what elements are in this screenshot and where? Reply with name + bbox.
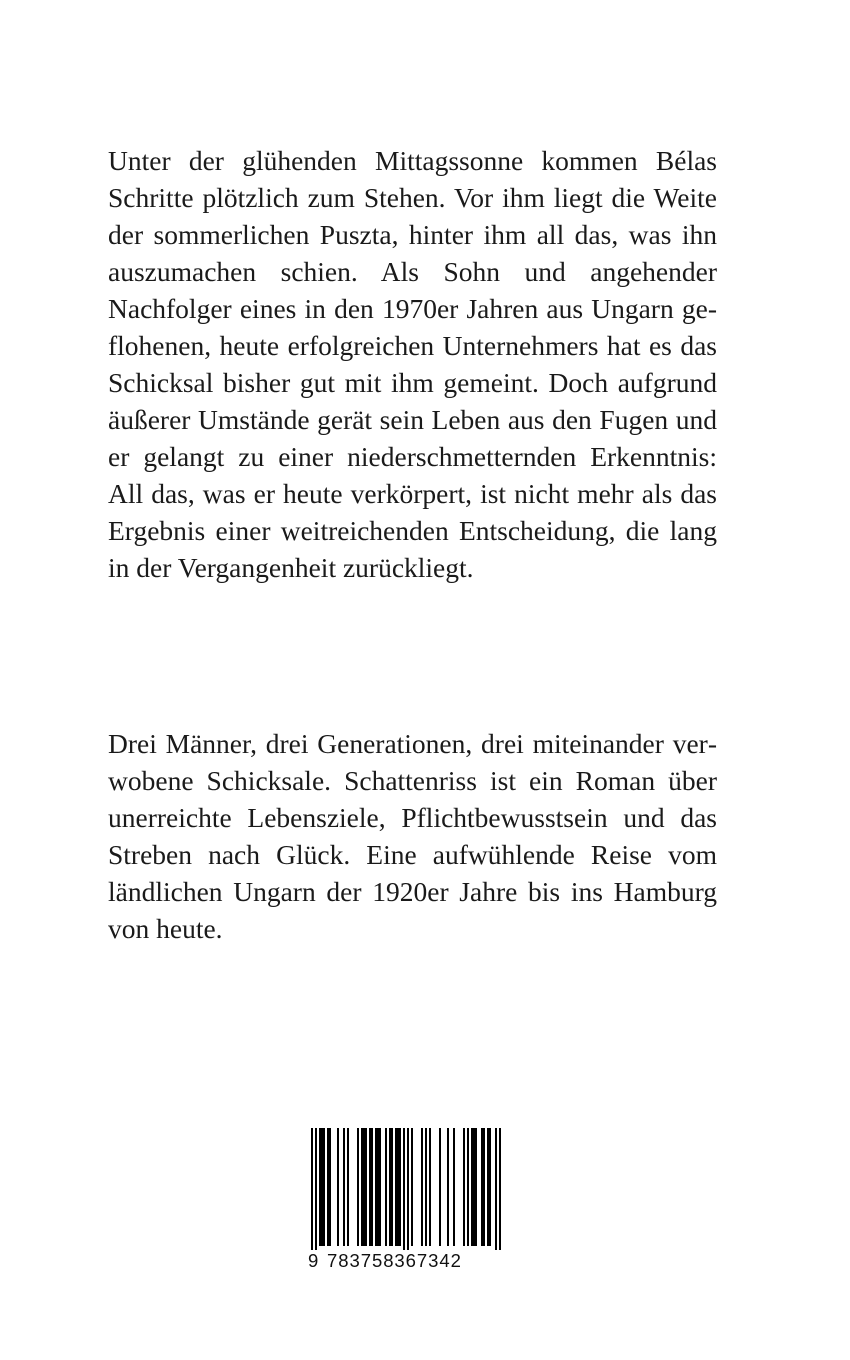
barcode-bar-20 bbox=[439, 1128, 441, 1246]
barcode-bar-22 bbox=[453, 1128, 455, 1246]
blurb-paragraph-1: Unter der glühenden Mittagssonne kommen Bélas Schritte plötzlich zum Stehen. Vor ihm liegt die Weite der sommerlichen Puszta, hinter ihm all das, was ihn auszumachen schien. Als Sohn und angehender Nachfolger eines in den 1970er Jahren aus Ungarn geflohenen, heute erfolgreichen Unternehmers hat es das Schicksal bisher gut mit ihm gemeint. Doch aufgrund äußerer Umstände gerät sein Leben aus den Fugen und er gelangt zu einer niederschmetternden Erkenntnis: All das, was er heute verkörpert, ist nicht mehr als das Ergebnis einer weitreichenden Entscheidung, die lang in der Vergangenheit zurückliegt. bbox=[108, 145, 717, 583]
barcode-bar-14 bbox=[403, 1128, 405, 1250]
barcode-bar-27 bbox=[487, 1128, 491, 1246]
barcode-bar-7 bbox=[357, 1128, 359, 1246]
barcode-bar-24 bbox=[467, 1128, 469, 1246]
barcode-bar-4 bbox=[337, 1128, 339, 1246]
barcode-bars bbox=[308, 1128, 504, 1250]
barcode-bar-17 bbox=[421, 1128, 423, 1246]
barcode-bar-25 bbox=[471, 1128, 477, 1246]
barcode-bar-10 bbox=[375, 1128, 381, 1246]
barcode-bar-18 bbox=[425, 1128, 427, 1246]
barcode-bar-26 bbox=[481, 1128, 485, 1246]
barcode-bar-1 bbox=[315, 1128, 317, 1250]
barcode-bar-21 bbox=[447, 1128, 449, 1246]
barcode-bar-23 bbox=[463, 1128, 465, 1246]
barcode-bar-28 bbox=[495, 1128, 497, 1250]
barcode-bar-15 bbox=[407, 1128, 409, 1250]
barcode-bar-11 bbox=[385, 1128, 387, 1246]
barcode-bar-9 bbox=[369, 1128, 373, 1246]
barcode-bar-5 bbox=[343, 1128, 345, 1246]
barcode-bar-12 bbox=[389, 1128, 393, 1246]
blurb-paragraph-2: Drei Männer, drei Generationen, drei miteinander verwobene Schicksale. Schattenriss ist ein Roman über unerreichte Lebensziele, Pflichtbewusstsein und das Streben nach Glück. Eine aufwühlende Reise vom ländlichen Ungarn der 1920er Jahre bis ins Hamburg von heute. bbox=[108, 728, 717, 944]
barcode-bar-19 bbox=[429, 1128, 431, 1246]
isbn-digits: 783758367342 bbox=[327, 1250, 462, 1271]
isbn-first-digit: 9 bbox=[308, 1250, 319, 1271]
isbn-barcode bbox=[308, 1128, 504, 1276]
barcode-bar-16 bbox=[411, 1128, 413, 1246]
barcode-bar-8 bbox=[361, 1128, 367, 1246]
barcode-bar-3 bbox=[327, 1128, 331, 1246]
barcode-bar-29 bbox=[499, 1128, 501, 1250]
barcode-bar-2 bbox=[319, 1128, 325, 1246]
barcode-bar-0 bbox=[311, 1128, 313, 1250]
barcode-bar-13 bbox=[395, 1128, 401, 1246]
barcode-bar-6 bbox=[347, 1128, 349, 1246]
